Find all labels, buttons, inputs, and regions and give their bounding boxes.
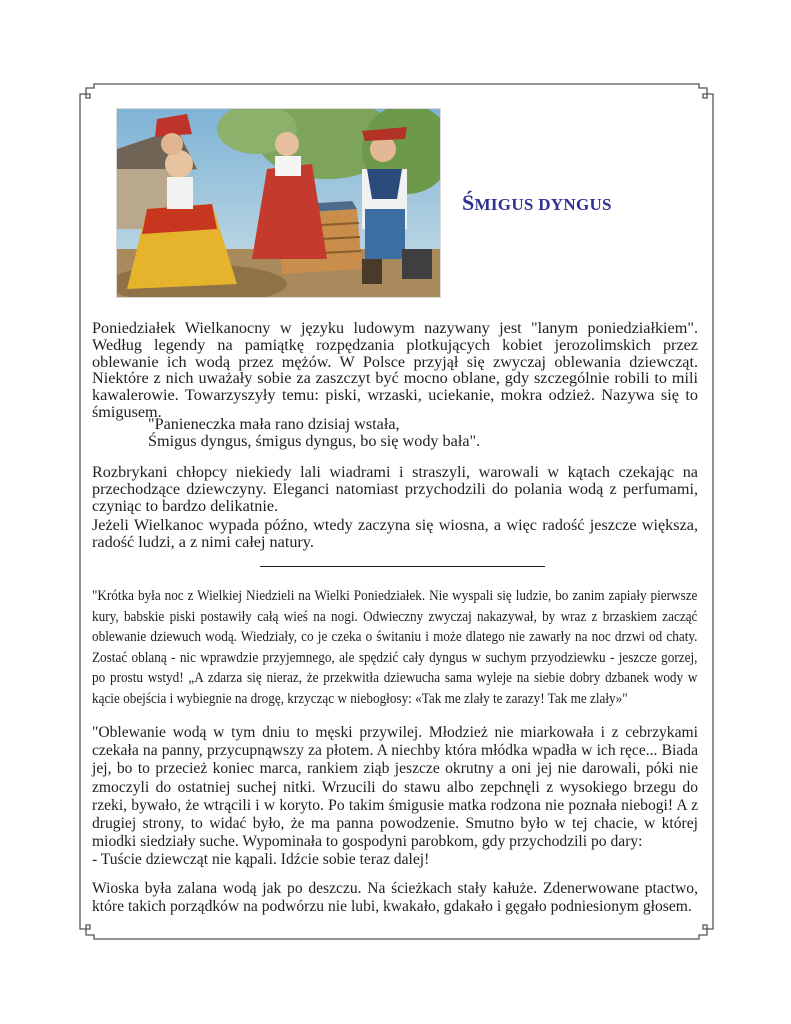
male-privilege-end: - Tuście dziewcząt nie kąpali. Idźcie sobie teraz dalej! bbox=[92, 851, 430, 869]
boys-text: Rozbrykani chłopcy niekiedy lali wiadrami i straszyli, warowali w kątach czekając na przechodzące dziewczyny. Eleganci natomiast przychodzili do polania wodą z perfumami, czyniąc to bardzo delikatnie. bbox=[92, 463, 698, 515]
page-title bbox=[462, 190, 612, 216]
section-divider bbox=[260, 566, 545, 567]
title-first-letter: Ś bbox=[462, 190, 475, 215]
poem-line: Śmigus dyngus, śmigus dyngus, bo się wody bała". bbox=[148, 432, 481, 450]
village-text: Wioska była zalana wodą jak po deszczu. Na ścieżkach stały kałuże. Zdenerwowane ptactwo, które takich porządków na podwórzu nie lubi, kwakało, gdakało i gęgało podniesionym głosem. bbox=[92, 880, 698, 916]
male-privilege-paragraph bbox=[92, 724, 698, 870]
poem-line: "Panieneczka mała rano dzisiaj wstała, bbox=[148, 415, 400, 433]
title-rest: MIGUS DYNGUS bbox=[474, 195, 612, 214]
late-easter-paragraph bbox=[92, 517, 698, 551]
male-privilege-text: "Oblewanie wodą w tym dniu to męski przywilej. Młodzież nie miarkowała i z cebrzykami czekała na panny, przycupnąwszy za płotem. A niechby która młódka wpadła w ich ręce... Biada jej, bo to przecież koniec marca, rankiem ziąb jeszcze okrutny a oni jej nie darowali, póki nie zmoczyli do ostatniej suchej nitki. Wrzucili do stawu albo zepchnęli z wysokiego brzegu do rzeki, bywało, że wtrącili i w koryto. Po takim śmigusie matka rodzona nie poznała niebogi! A z drugiej strony, to widać było, że ma panna powodzenie. Smutno było w tej chacie, w której miodki siedziały suche. Wypominała to gospodyni parobkom, gdy przychodzili po dary: bbox=[92, 724, 698, 851]
folk-dance-illustration-icon bbox=[117, 109, 440, 297]
intro-text: Poniedziałek Wielkanocny w języku ludowym nazywany jest "lanym poniedziałkiem". Według legendy na pamiątkę rozpędzania plotkujących kobiet jerozolimskich przez oblewanie ich wodą przez mężów. W Polsce przyjął się zwyczaj oblewania dziewcząt. Niektóre z nich uważały sobie za zaszczyt być mocno oblane, gdy szczególnie robili to mili kawalerowie. Towarzyszyły temu: piski, wrzaski, uciekanie, mokra odzież. Nazywa się to śmigusem. bbox=[92, 319, 698, 421]
late-easter-text: Jeżeli Wielkanoc wypada późno, wtedy zaczyna się wiosna, a więc radość jeszcze większa, radość ludzi, a z nimi całej natury. bbox=[92, 516, 698, 551]
village-paragraph bbox=[92, 880, 698, 916]
poem bbox=[148, 416, 480, 450]
quote-text: "Krótka była noc z Wielkiej Niedzieli na Wielki Poniedziałek. Nie wyspali się ludzie, bo zanim zapiały pierwsze kury, babskie piski postawiły całą wieś na nogi. Odwieczny zwyczaj nakazywał, by wraz z brzaskiem zacząć oblewanie dziewuch wodą. Wiedziały, co je czeka o świtaniu i może dlatego nie zawarły na noc drzwi od chaty. Zostać oblaną - nic wprawdzie przyjemnego, ale spędzić cały dyngus w suchym przyodziewku - jeszcze gorzej, po prostu wstyd! „A zdarza się nieraz, że przekwitła dziewucha sama wyleje na siebie dobry dzbanek wody w kącie obejścia i wybiegnie na drogę, krzycząc w niebogłosy: «Tak me zlały te zarazy! Tak me zlały»" bbox=[92, 588, 698, 707]
boys-paragraph bbox=[92, 464, 698, 514]
quote-paragraph bbox=[92, 586, 697, 709]
folk-dance-illustration bbox=[116, 108, 441, 298]
intro-paragraph bbox=[92, 320, 698, 421]
